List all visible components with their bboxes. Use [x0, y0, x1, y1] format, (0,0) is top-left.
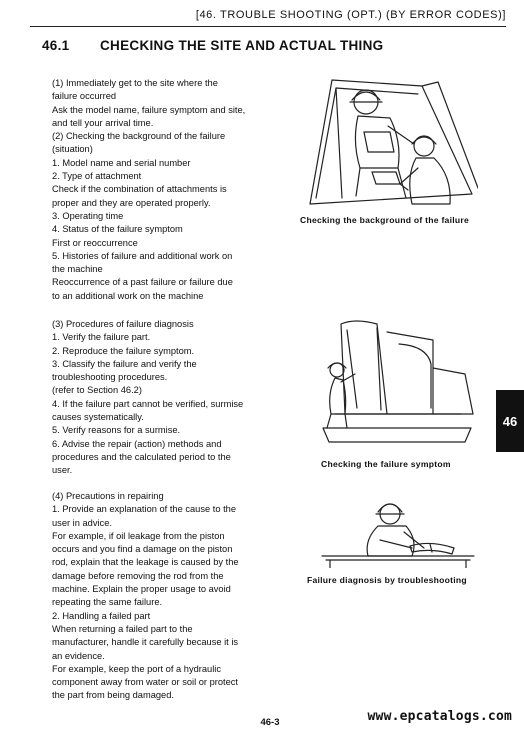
section-title: CHECKING THE SITE AND ACTUAL THING [100, 38, 384, 53]
figure-symptom-check [315, 318, 475, 450]
text-line: and tell your arrival time. [52, 117, 154, 128]
text-line: troubleshooting procedures. [52, 372, 168, 383]
figure-background-caption: Checking the background of the failure [300, 215, 469, 225]
text-line: manufacturer, handle it carefully because it is [52, 637, 239, 648]
text-line: 3. Classify the failure and verify the [52, 358, 197, 369]
text-line: 1. Model name and serial number [52, 157, 191, 168]
text-line: 4. Status of the failure symptom [52, 224, 183, 235]
text-line: component away from water or soil or protect [52, 677, 239, 688]
text-line: 5. Histories of failure and additional work on [52, 250, 233, 261]
text-line: failure occurred [52, 91, 117, 102]
text-line: (refer to Section 46.2) [52, 385, 142, 396]
figure-background-check [302, 72, 478, 212]
operator-and-mechanic-in-cab-illustration [302, 72, 478, 212]
watermark: www.epcatalogs.com [367, 709, 512, 724]
text-line: When returning a failed part to the [52, 623, 193, 634]
text-line: damage before removing the rod from the [52, 570, 224, 581]
text-line: 2. Handling a failed part [52, 610, 151, 621]
text-line: Check if the combination of attachments is [52, 184, 227, 195]
text-line: 3. Operating time [52, 210, 124, 221]
header-rule [30, 26, 506, 27]
text-line: procedures and the calculated period to the [52, 451, 231, 462]
text-block-diagnosis-procedures [52, 318, 282, 478]
text-line: 2. Type of attachment [52, 171, 142, 182]
text-line: occurs and you find a damage on the piston [52, 544, 233, 555]
text-line: user in advice. [52, 517, 112, 528]
text-line: user. [52, 465, 73, 476]
text-line: 1. Verify the failure part. [52, 332, 151, 343]
text-block-repair-precautions [52, 490, 282, 703]
text-line: First or reoccurrence [52, 237, 138, 248]
section-number: 46.1 [42, 38, 70, 53]
text-line: the part from being damaged. [52, 690, 174, 701]
text-block-site-and-background [52, 77, 282, 303]
text-line: an evidence. [52, 650, 105, 661]
text-line: 6. Advise the repair (action) methods and [52, 438, 222, 449]
text-line: 4. If the failure part cannot be verified, surmise [52, 398, 244, 409]
text-line: repeating the same failure. [52, 597, 163, 608]
text-line: to an additional work on the machine [52, 290, 204, 301]
text-line: machine. Explain the proper usage to avoid [52, 584, 231, 595]
text-line: (3) Procedures of failure diagnosis [52, 319, 194, 329]
text-line: For example, keep the port of a hydraulic [52, 663, 221, 674]
text-line: proper and they are operated properly. [52, 197, 211, 208]
chapter-header: [46. TROUBLE SHOOTING (OPT.) (BY ERROR CODES)] [195, 9, 506, 21]
text-line: (2) Checking the background of the failure [52, 131, 226, 142]
text-line: (4) Precautions in repairing [52, 491, 164, 501]
text-line: rod, explain that the leakage is caused by the [52, 557, 239, 568]
figure-troubleshooting [320, 494, 476, 568]
page-number: 46-3 [260, 717, 280, 728]
text-line: Ask the model name, failure symptom and site, [52, 104, 246, 115]
text-line: 1. Provide an explanation of the cause to the [52, 504, 236, 515]
text-line: For example, if oil leakage from the piston [52, 530, 225, 541]
text-line: causes systematically. [52, 412, 144, 423]
mechanic-at-excavator-cab-illustration [315, 318, 475, 450]
text-line: 2. Reproduce the failure symptom. [52, 345, 195, 356]
section-heading [42, 38, 383, 53]
figure-troubleshooting-caption: Failure diagnosis by troubleshooting [307, 575, 467, 585]
text-line: (situation) [52, 144, 93, 155]
chapter-tab: 46 [496, 390, 524, 452]
text-line: (1) Immediately get to the site where the [52, 78, 218, 88]
text-line: the machine [52, 264, 103, 275]
text-line: 5. Verify reasons for a surmise. [52, 425, 181, 436]
technician-reading-manual-illustration [320, 494, 476, 568]
text-line: Reoccurrence of a past failure or failure due [52, 277, 233, 288]
figure-symptom-caption: Checking the failure symptom [321, 459, 451, 469]
